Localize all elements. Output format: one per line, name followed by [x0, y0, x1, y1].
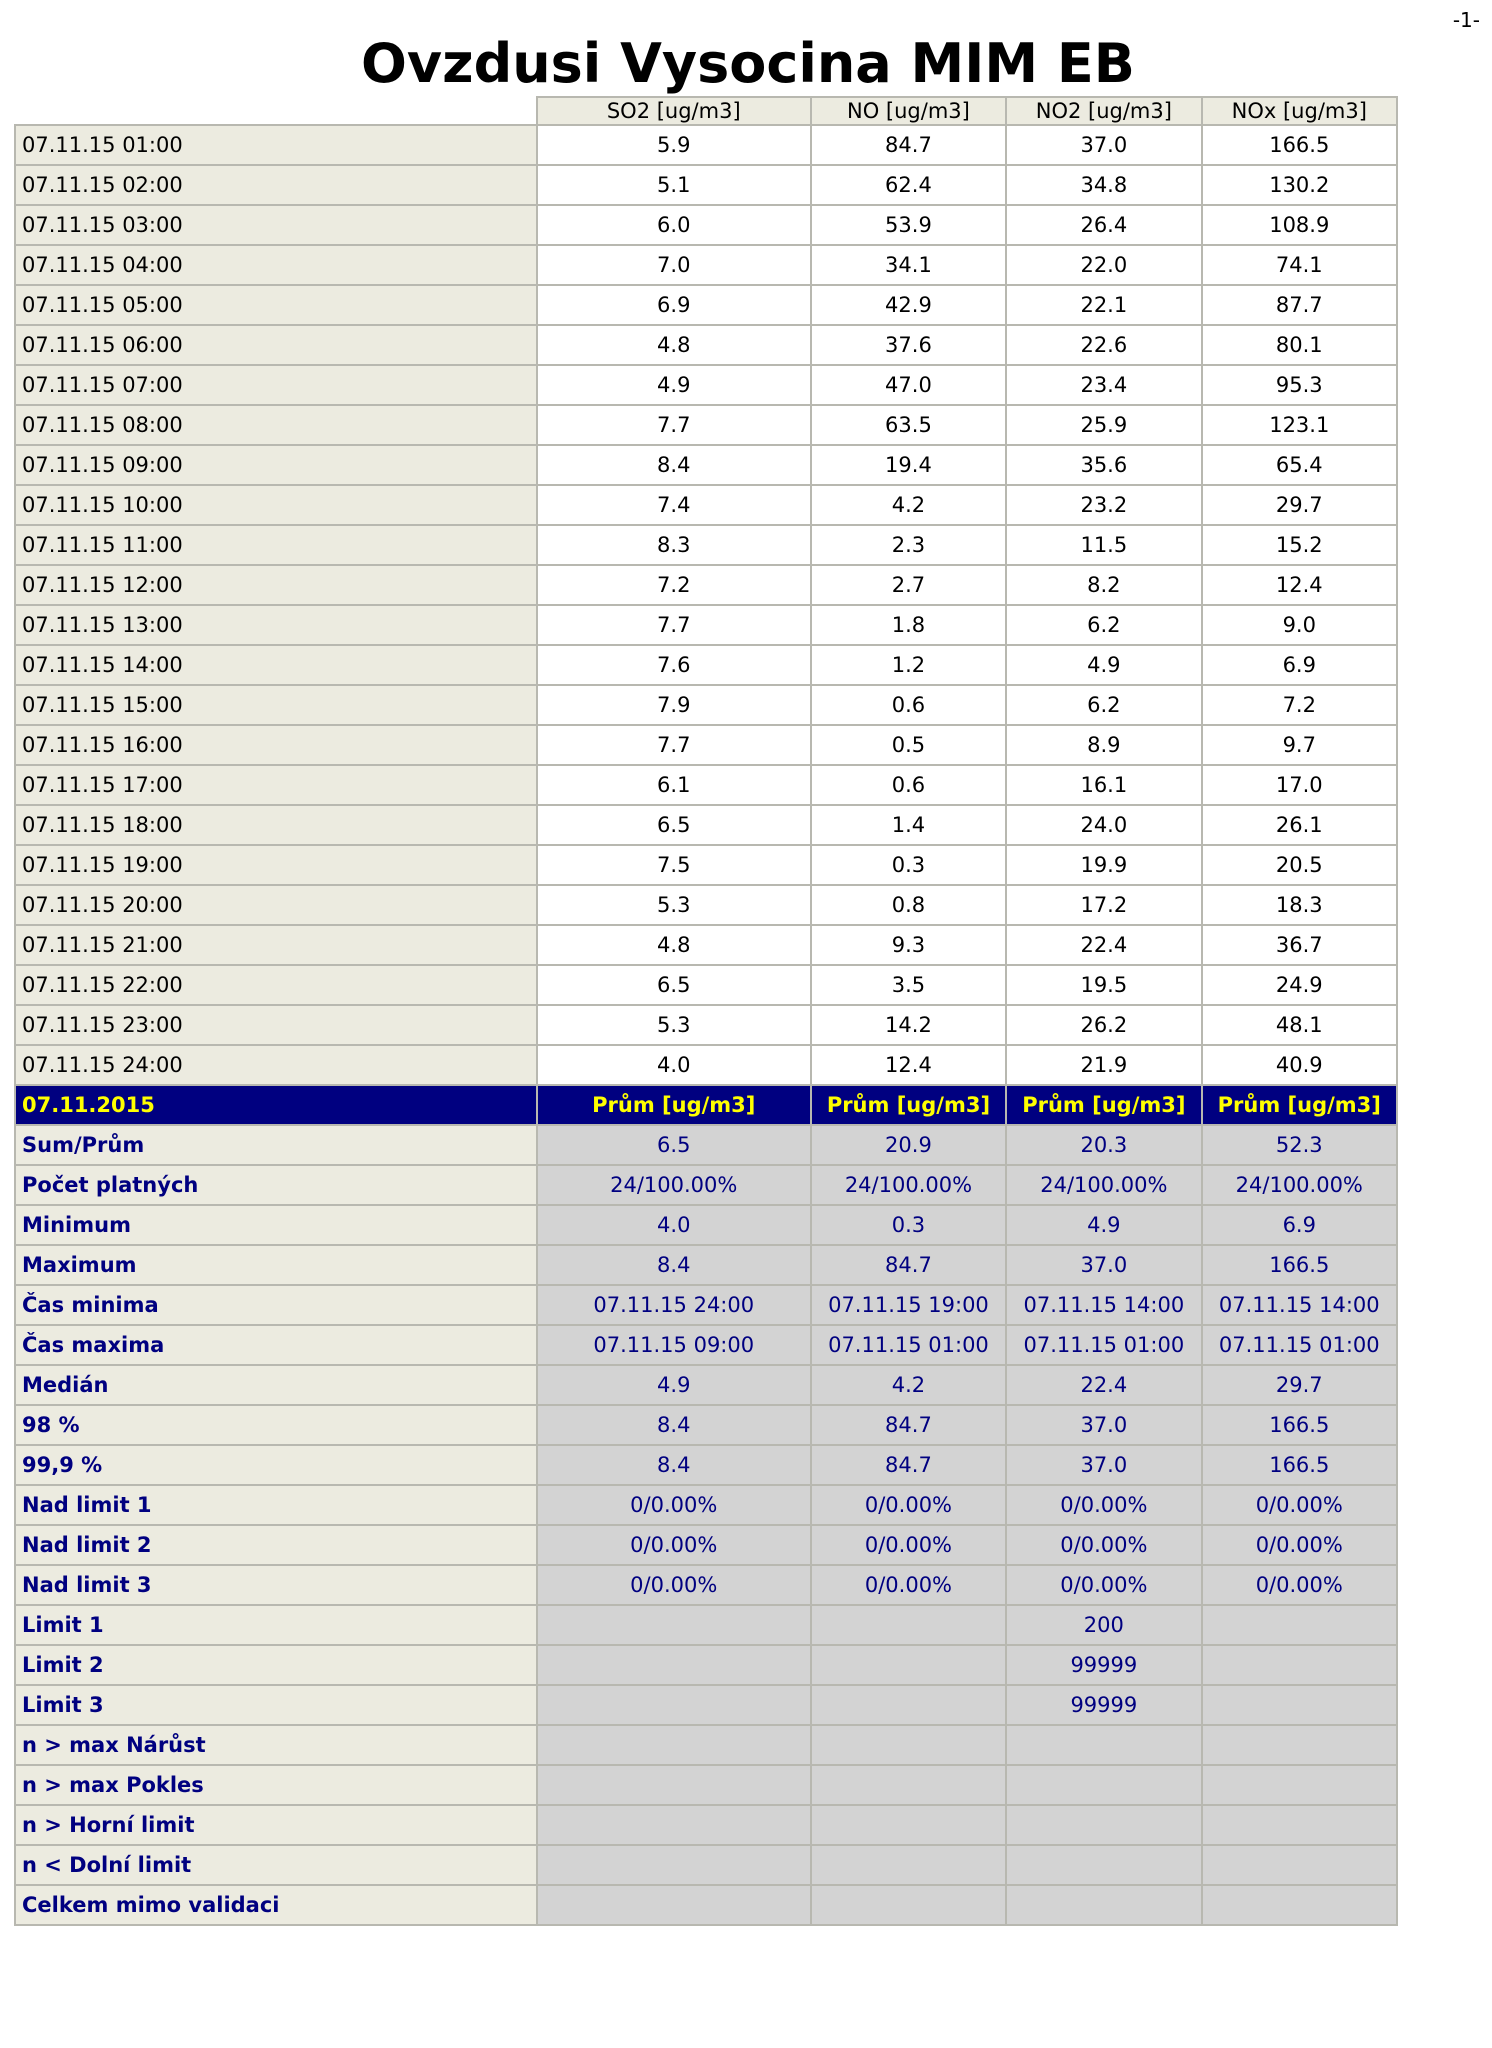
- stat-cell-nox: 07.11.15 01:00: [1202, 1325, 1397, 1365]
- cell-nox: 166.5: [1202, 125, 1397, 165]
- table-row: [15, 805, 1397, 845]
- stat-cell-no: 07.11.15 19:00: [811, 1285, 1006, 1325]
- cell-no: 14.2: [811, 1005, 1006, 1045]
- stat-row: [15, 1565, 1397, 1605]
- stat-cell-so2: [537, 1685, 811, 1725]
- stat-cell-nox: 29.7: [1202, 1365, 1397, 1405]
- cell-nox: 130.2: [1202, 165, 1397, 205]
- summary-header-row: [15, 1085, 1397, 1125]
- cell-no2: 6.2: [1006, 605, 1201, 645]
- row-time: 07.11.15 08:00: [15, 405, 537, 445]
- row-time: 07.11.15 18:00: [15, 805, 537, 845]
- row-time: 07.11.15 09:00: [15, 445, 537, 485]
- stat-cell-so2: 8.4: [537, 1445, 811, 1485]
- stat-cell-no: 84.7: [811, 1405, 1006, 1445]
- cell-no2: 4.9: [1006, 645, 1201, 685]
- cell-so2: 8.3: [537, 525, 811, 565]
- table-row: [15, 605, 1397, 645]
- cell-no: 34.1: [811, 245, 1006, 285]
- stat-cell-nox: 6.9: [1202, 1205, 1397, 1245]
- hourly-rows: [15, 125, 1397, 1085]
- stat-cell-no: 0.3: [811, 1205, 1006, 1245]
- stat-cell-no2: 24/100.00%: [1006, 1165, 1201, 1205]
- table-row: [15, 325, 1397, 365]
- stat-row: [15, 1845, 1397, 1885]
- stat-cell-no: [811, 1885, 1006, 1925]
- stat-label: Nad limit 3: [15, 1565, 537, 1605]
- cell-nox: 18.3: [1202, 885, 1397, 925]
- cell-so2: 8.4: [537, 445, 811, 485]
- stat-cell-no2: 37.0: [1006, 1405, 1201, 1445]
- stat-label: Limit 2: [15, 1645, 537, 1685]
- stat-row: [15, 1205, 1397, 1245]
- row-time: 07.11.15 12:00: [15, 565, 537, 605]
- row-time: 07.11.15 13:00: [15, 605, 537, 645]
- stat-cell-nox: [1202, 1685, 1397, 1725]
- cell-so2: 7.0: [537, 245, 811, 285]
- cell-no2: 25.9: [1006, 405, 1201, 445]
- stat-cell-no: [811, 1805, 1006, 1845]
- stat-row: [15, 1325, 1397, 1365]
- cell-nox: 40.9: [1202, 1045, 1397, 1085]
- stat-cell-nox: [1202, 1805, 1397, 1845]
- measurements-table: [14, 96, 1398, 1926]
- stat-cell-no2: 99999: [1006, 1685, 1201, 1725]
- stat-cell-so2: [537, 1805, 811, 1845]
- stat-row: [15, 1605, 1397, 1645]
- stat-cell-no2: 07.11.15 01:00: [1006, 1325, 1201, 1365]
- stat-row: [15, 1125, 1397, 1165]
- row-time: 07.11.15 22:00: [15, 965, 537, 1005]
- stat-cell-nox: 24/100.00%: [1202, 1165, 1397, 1205]
- cell-no: 0.6: [811, 685, 1006, 725]
- row-time: 07.11.15 06:00: [15, 325, 537, 365]
- stat-cell-no: 4.2: [811, 1365, 1006, 1405]
- cell-no2: 34.8: [1006, 165, 1201, 205]
- column-header-row: [15, 97, 1397, 125]
- stat-cell-no2: [1006, 1725, 1201, 1765]
- cell-nox: 15.2: [1202, 525, 1397, 565]
- cell-so2: 7.7: [537, 605, 811, 645]
- cell-nox: 20.5: [1202, 845, 1397, 885]
- cell-no2: 26.2: [1006, 1005, 1201, 1045]
- stat-cell-no2: 0/0.00%: [1006, 1485, 1201, 1525]
- summary-label-no: Prům [ug/m3]: [811, 1085, 1006, 1125]
- stat-row: [15, 1525, 1397, 1565]
- stat-row: [15, 1645, 1397, 1685]
- stat-cell-so2: [537, 1885, 811, 1925]
- cell-no: 0.3: [811, 845, 1006, 885]
- cell-no: 42.9: [811, 285, 1006, 325]
- cell-no2: 21.9: [1006, 1045, 1201, 1085]
- stat-cell-so2: 07.11.15 09:00: [537, 1325, 811, 1365]
- stat-row: [15, 1885, 1397, 1925]
- cell-no: 37.6: [811, 325, 1006, 365]
- stat-label: n > max Nárůst: [15, 1725, 537, 1765]
- stat-cell-no: 84.7: [811, 1245, 1006, 1285]
- cell-no: 9.3: [811, 925, 1006, 965]
- stat-cell-no: 0/0.00%: [811, 1565, 1006, 1605]
- cell-no2: 37.0: [1006, 125, 1201, 165]
- cell-nox: 26.1: [1202, 805, 1397, 845]
- column-header-nox: NOx [ug/m3]: [1202, 97, 1397, 125]
- stat-cell-no2: 07.11.15 14:00: [1006, 1285, 1201, 1325]
- cell-no: 4.2: [811, 485, 1006, 525]
- row-time: 07.11.15 10:00: [15, 485, 537, 525]
- stat-label: n > Horní limit: [15, 1805, 537, 1845]
- stat-label: Nad limit 2: [15, 1525, 537, 1565]
- cell-no: 2.3: [811, 525, 1006, 565]
- table-row: [15, 525, 1397, 565]
- cell-no2: 19.5: [1006, 965, 1201, 1005]
- cell-nox: 12.4: [1202, 565, 1397, 605]
- table-row: [15, 765, 1397, 805]
- stat-cell-no: [811, 1845, 1006, 1885]
- table-row: [15, 645, 1397, 685]
- summary-label-so2: Prům [ug/m3]: [537, 1085, 811, 1125]
- stat-cell-so2: [537, 1605, 811, 1645]
- cell-nox: 74.1: [1202, 245, 1397, 285]
- row-time: 07.11.15 01:00: [15, 125, 537, 165]
- stat-cell-so2: 0/0.00%: [537, 1485, 811, 1525]
- stat-cell-so2: 4.0: [537, 1205, 811, 1245]
- stat-cell-no2: [1006, 1885, 1201, 1925]
- cell-no2: 16.1: [1006, 765, 1201, 805]
- row-time: 07.11.15 19:00: [15, 845, 537, 885]
- stat-cell-no2: 200: [1006, 1605, 1201, 1645]
- cell-so2: 6.9: [537, 285, 811, 325]
- row-time: 07.11.15 21:00: [15, 925, 537, 965]
- stat-cell-so2: 8.4: [537, 1245, 811, 1285]
- row-time: 07.11.15 05:00: [15, 285, 537, 325]
- row-time: 07.11.15 20:00: [15, 885, 537, 925]
- table-row: [15, 725, 1397, 765]
- cell-nox: 36.7: [1202, 925, 1397, 965]
- cell-no2: 26.4: [1006, 205, 1201, 245]
- stat-cell-so2: 8.4: [537, 1405, 811, 1445]
- cell-so2: 4.8: [537, 325, 811, 365]
- cell-so2: 7.7: [537, 405, 811, 445]
- table-row: [15, 365, 1397, 405]
- cell-nox: 17.0: [1202, 765, 1397, 805]
- cell-so2: 7.2: [537, 565, 811, 605]
- cell-no: 62.4: [811, 165, 1006, 205]
- stat-cell-nox: 07.11.15 14:00: [1202, 1285, 1397, 1325]
- cell-no2: 22.4: [1006, 925, 1201, 965]
- stat-cell-no2: 22.4: [1006, 1365, 1201, 1405]
- stat-cell-no: [811, 1645, 1006, 1685]
- row-time: 07.11.15 11:00: [15, 525, 537, 565]
- stat-cell-nox: 166.5: [1202, 1405, 1397, 1445]
- summary-label-no2: Prům [ug/m3]: [1006, 1085, 1201, 1125]
- cell-no2: 11.5: [1006, 525, 1201, 565]
- stat-cell-no2: 0/0.00%: [1006, 1565, 1201, 1605]
- stat-row: [15, 1245, 1397, 1285]
- cell-so2: 5.9: [537, 125, 811, 165]
- stat-cell-so2: 4.9: [537, 1365, 811, 1405]
- stat-cell-so2: [537, 1725, 811, 1765]
- stat-cell-no: 20.9: [811, 1125, 1006, 1165]
- row-time: 07.11.15 16:00: [15, 725, 537, 765]
- cell-so2: 6.5: [537, 965, 811, 1005]
- stat-cell-no: 84.7: [811, 1445, 1006, 1485]
- stat-cell-no2: 37.0: [1006, 1445, 1201, 1485]
- row-time: 07.11.15 04:00: [15, 245, 537, 285]
- cell-nox: 87.7: [1202, 285, 1397, 325]
- stat-cell-nox: [1202, 1645, 1397, 1685]
- stat-cell-no2: 37.0: [1006, 1245, 1201, 1285]
- stat-label: Limit 1: [15, 1605, 537, 1645]
- cell-so2: 5.1: [537, 165, 811, 205]
- stat-cell-no: 07.11.15 01:00: [811, 1325, 1006, 1365]
- statistics-rows: [15, 1125, 1397, 1925]
- cell-no: 0.8: [811, 885, 1006, 925]
- table-row: [15, 565, 1397, 605]
- cell-no2: 24.0: [1006, 805, 1201, 845]
- stat-cell-no2: 20.3: [1006, 1125, 1201, 1165]
- table-row: [15, 1005, 1397, 1045]
- cell-so2: 4.8: [537, 925, 811, 965]
- stat-label: Nad limit 1: [15, 1485, 537, 1525]
- stat-cell-nox: 166.5: [1202, 1245, 1397, 1285]
- cell-so2: 6.0: [537, 205, 811, 245]
- stat-label: Počet platných: [15, 1165, 537, 1205]
- row-time: 07.11.15 02:00: [15, 165, 537, 205]
- cell-so2: 7.7: [537, 725, 811, 765]
- cell-nox: 9.0: [1202, 605, 1397, 645]
- stat-label: Čas minima: [15, 1285, 537, 1325]
- cell-so2: 7.9: [537, 685, 811, 725]
- cell-nox: 65.4: [1202, 445, 1397, 485]
- cell-no2: 19.9: [1006, 845, 1201, 885]
- stat-row: [15, 1405, 1397, 1445]
- stat-cell-so2: [537, 1765, 811, 1805]
- cell-no2: 22.1: [1006, 285, 1201, 325]
- cell-no2: 8.9: [1006, 725, 1201, 765]
- table-row: [15, 885, 1397, 925]
- cell-no: 1.8: [811, 605, 1006, 645]
- table-row: [15, 445, 1397, 485]
- stat-cell-so2: [537, 1645, 811, 1685]
- cell-so2: 7.4: [537, 485, 811, 525]
- stat-cell-no: [811, 1725, 1006, 1765]
- stat-row: [15, 1725, 1397, 1765]
- stat-row: [15, 1445, 1397, 1485]
- stat-label: Limit 3: [15, 1685, 537, 1725]
- stat-label: 99,9 %: [15, 1445, 537, 1485]
- stat-cell-so2: 0/0.00%: [537, 1525, 811, 1565]
- stat-label: Celkem mimo validaci: [15, 1885, 537, 1925]
- cell-no: 63.5: [811, 405, 1006, 445]
- cell-no2: 22.6: [1006, 325, 1201, 365]
- stat-cell-no: 0/0.00%: [811, 1485, 1006, 1525]
- row-time: 07.11.15 14:00: [15, 645, 537, 685]
- table-row: [15, 245, 1397, 285]
- summary-header-section: [15, 1085, 1397, 1125]
- cell-nox: 6.9: [1202, 645, 1397, 685]
- column-header-no: NO [ug/m3]: [811, 97, 1006, 125]
- stat-cell-nox: [1202, 1885, 1397, 1925]
- cell-so2: 5.3: [537, 1005, 811, 1045]
- row-time: 07.11.15 07:00: [15, 365, 537, 405]
- stat-cell-nox: [1202, 1765, 1397, 1805]
- stat-label: n > max Pokles: [15, 1765, 537, 1805]
- column-header-so2: SO2 [ug/m3]: [537, 97, 811, 125]
- cell-so2: 7.6: [537, 645, 811, 685]
- cell-so2: 5.3: [537, 885, 811, 925]
- stat-cell-so2: [537, 1845, 811, 1885]
- stat-row: [15, 1765, 1397, 1805]
- cell-so2: 6.5: [537, 805, 811, 845]
- stat-row: [15, 1285, 1397, 1325]
- stat-row: [15, 1165, 1397, 1205]
- column-header-no2: NO2 [ug/m3]: [1006, 97, 1201, 125]
- stat-cell-no: [811, 1765, 1006, 1805]
- cell-nox: 7.2: [1202, 685, 1397, 725]
- cell-no: 1.4: [811, 805, 1006, 845]
- cell-nox: 48.1: [1202, 1005, 1397, 1045]
- cell-nox: 24.9: [1202, 965, 1397, 1005]
- stat-row: [15, 1685, 1397, 1725]
- row-time: 07.11.15 23:00: [15, 1005, 537, 1045]
- stat-cell-no: [811, 1605, 1006, 1645]
- summary-label-nox: Prům [ug/m3]: [1202, 1085, 1397, 1125]
- cell-no2: 35.6: [1006, 445, 1201, 485]
- cell-no2: 8.2: [1006, 565, 1201, 605]
- stat-cell-no2: [1006, 1805, 1201, 1845]
- cell-no: 2.7: [811, 565, 1006, 605]
- stat-cell-nox: [1202, 1725, 1397, 1765]
- stat-cell-nox: 166.5: [1202, 1445, 1397, 1485]
- cell-nox: 108.9: [1202, 205, 1397, 245]
- cell-nox: 29.7: [1202, 485, 1397, 525]
- cell-no: 84.7: [811, 125, 1006, 165]
- stat-cell-no2: 4.9: [1006, 1205, 1201, 1245]
- cell-no: 0.5: [811, 725, 1006, 765]
- stat-cell-nox: 0/0.00%: [1202, 1525, 1397, 1565]
- cell-so2: 4.0: [537, 1045, 811, 1085]
- stat-cell-so2: 6.5: [537, 1125, 811, 1165]
- summary-date: 07.11.2015: [15, 1085, 537, 1125]
- stat-cell-nox: [1202, 1845, 1397, 1885]
- stat-cell-so2: 24/100.00%: [537, 1165, 811, 1205]
- stat-cell-nox: 52.3: [1202, 1125, 1397, 1165]
- stat-cell-so2: 0/0.00%: [537, 1565, 811, 1605]
- cell-nox: 95.3: [1202, 365, 1397, 405]
- cell-nox: 80.1: [1202, 325, 1397, 365]
- stat-row: [15, 1485, 1397, 1525]
- cell-nox: 123.1: [1202, 405, 1397, 445]
- stat-cell-nox: [1202, 1605, 1397, 1645]
- stat-cell-no2: 99999: [1006, 1645, 1201, 1685]
- cell-no: 47.0: [811, 365, 1006, 405]
- report-title: Ovzdusi Vysocina MIM EB: [361, 32, 1135, 95]
- table-row: [15, 125, 1397, 165]
- table-row: [15, 165, 1397, 205]
- stat-cell-nox: 0/0.00%: [1202, 1565, 1397, 1605]
- stat-cell-no: 24/100.00%: [811, 1165, 1006, 1205]
- stat-cell-nox: 0/0.00%: [1202, 1485, 1397, 1525]
- stat-label: 98 %: [15, 1405, 537, 1445]
- stat-label: Čas maxima: [15, 1325, 537, 1365]
- cell-no2: 23.4: [1006, 365, 1201, 405]
- stat-cell-so2: 07.11.15 24:00: [537, 1285, 811, 1325]
- cell-no2: 17.2: [1006, 885, 1201, 925]
- row-time: 07.11.15 03:00: [15, 205, 537, 245]
- cell-no2: 6.2: [1006, 685, 1201, 725]
- table-row: [15, 685, 1397, 725]
- stat-row: [15, 1805, 1397, 1845]
- stat-cell-no2: [1006, 1765, 1201, 1805]
- table-row: [15, 965, 1397, 1005]
- cell-so2: 6.1: [537, 765, 811, 805]
- stat-label: Minimum: [15, 1205, 537, 1245]
- row-time: 07.11.15 24:00: [15, 1045, 537, 1085]
- stat-cell-no2: [1006, 1845, 1201, 1885]
- table-row: [15, 925, 1397, 965]
- cell-no: 1.2: [811, 645, 1006, 685]
- stat-cell-no: [811, 1685, 1006, 1725]
- stat-label: Maximum: [15, 1245, 537, 1285]
- cell-no2: 22.0: [1006, 245, 1201, 285]
- table-row: [15, 485, 1397, 525]
- cell-so2: 4.9: [537, 365, 811, 405]
- stat-row: [15, 1365, 1397, 1405]
- table-row: [15, 1045, 1397, 1085]
- stat-cell-no: 0/0.00%: [811, 1525, 1006, 1565]
- cell-no: 19.4: [811, 445, 1006, 485]
- table-row: [15, 845, 1397, 885]
- stat-cell-no2: 0/0.00%: [1006, 1525, 1201, 1565]
- cell-so2: 7.5: [537, 845, 811, 885]
- cell-no: 0.6: [811, 765, 1006, 805]
- stat-label: Medián: [15, 1365, 537, 1405]
- cell-no: 3.5: [811, 965, 1006, 1005]
- stat-label: Sum/Prům: [15, 1125, 537, 1165]
- cell-no: 53.9: [811, 205, 1006, 245]
- row-time: 07.11.15 17:00: [15, 765, 537, 805]
- table-row: [15, 205, 1397, 245]
- page-number: -1-: [1452, 8, 1480, 32]
- table-row: [15, 285, 1397, 325]
- cell-nox: 9.7: [1202, 725, 1397, 765]
- row-time: 07.11.15 15:00: [15, 685, 537, 725]
- table-row: [15, 405, 1397, 445]
- stat-label: n < Dolní limit: [15, 1845, 537, 1885]
- cell-no2: 23.2: [1006, 485, 1201, 525]
- corner-cell: [15, 97, 537, 125]
- cell-no: 12.4: [811, 1045, 1006, 1085]
